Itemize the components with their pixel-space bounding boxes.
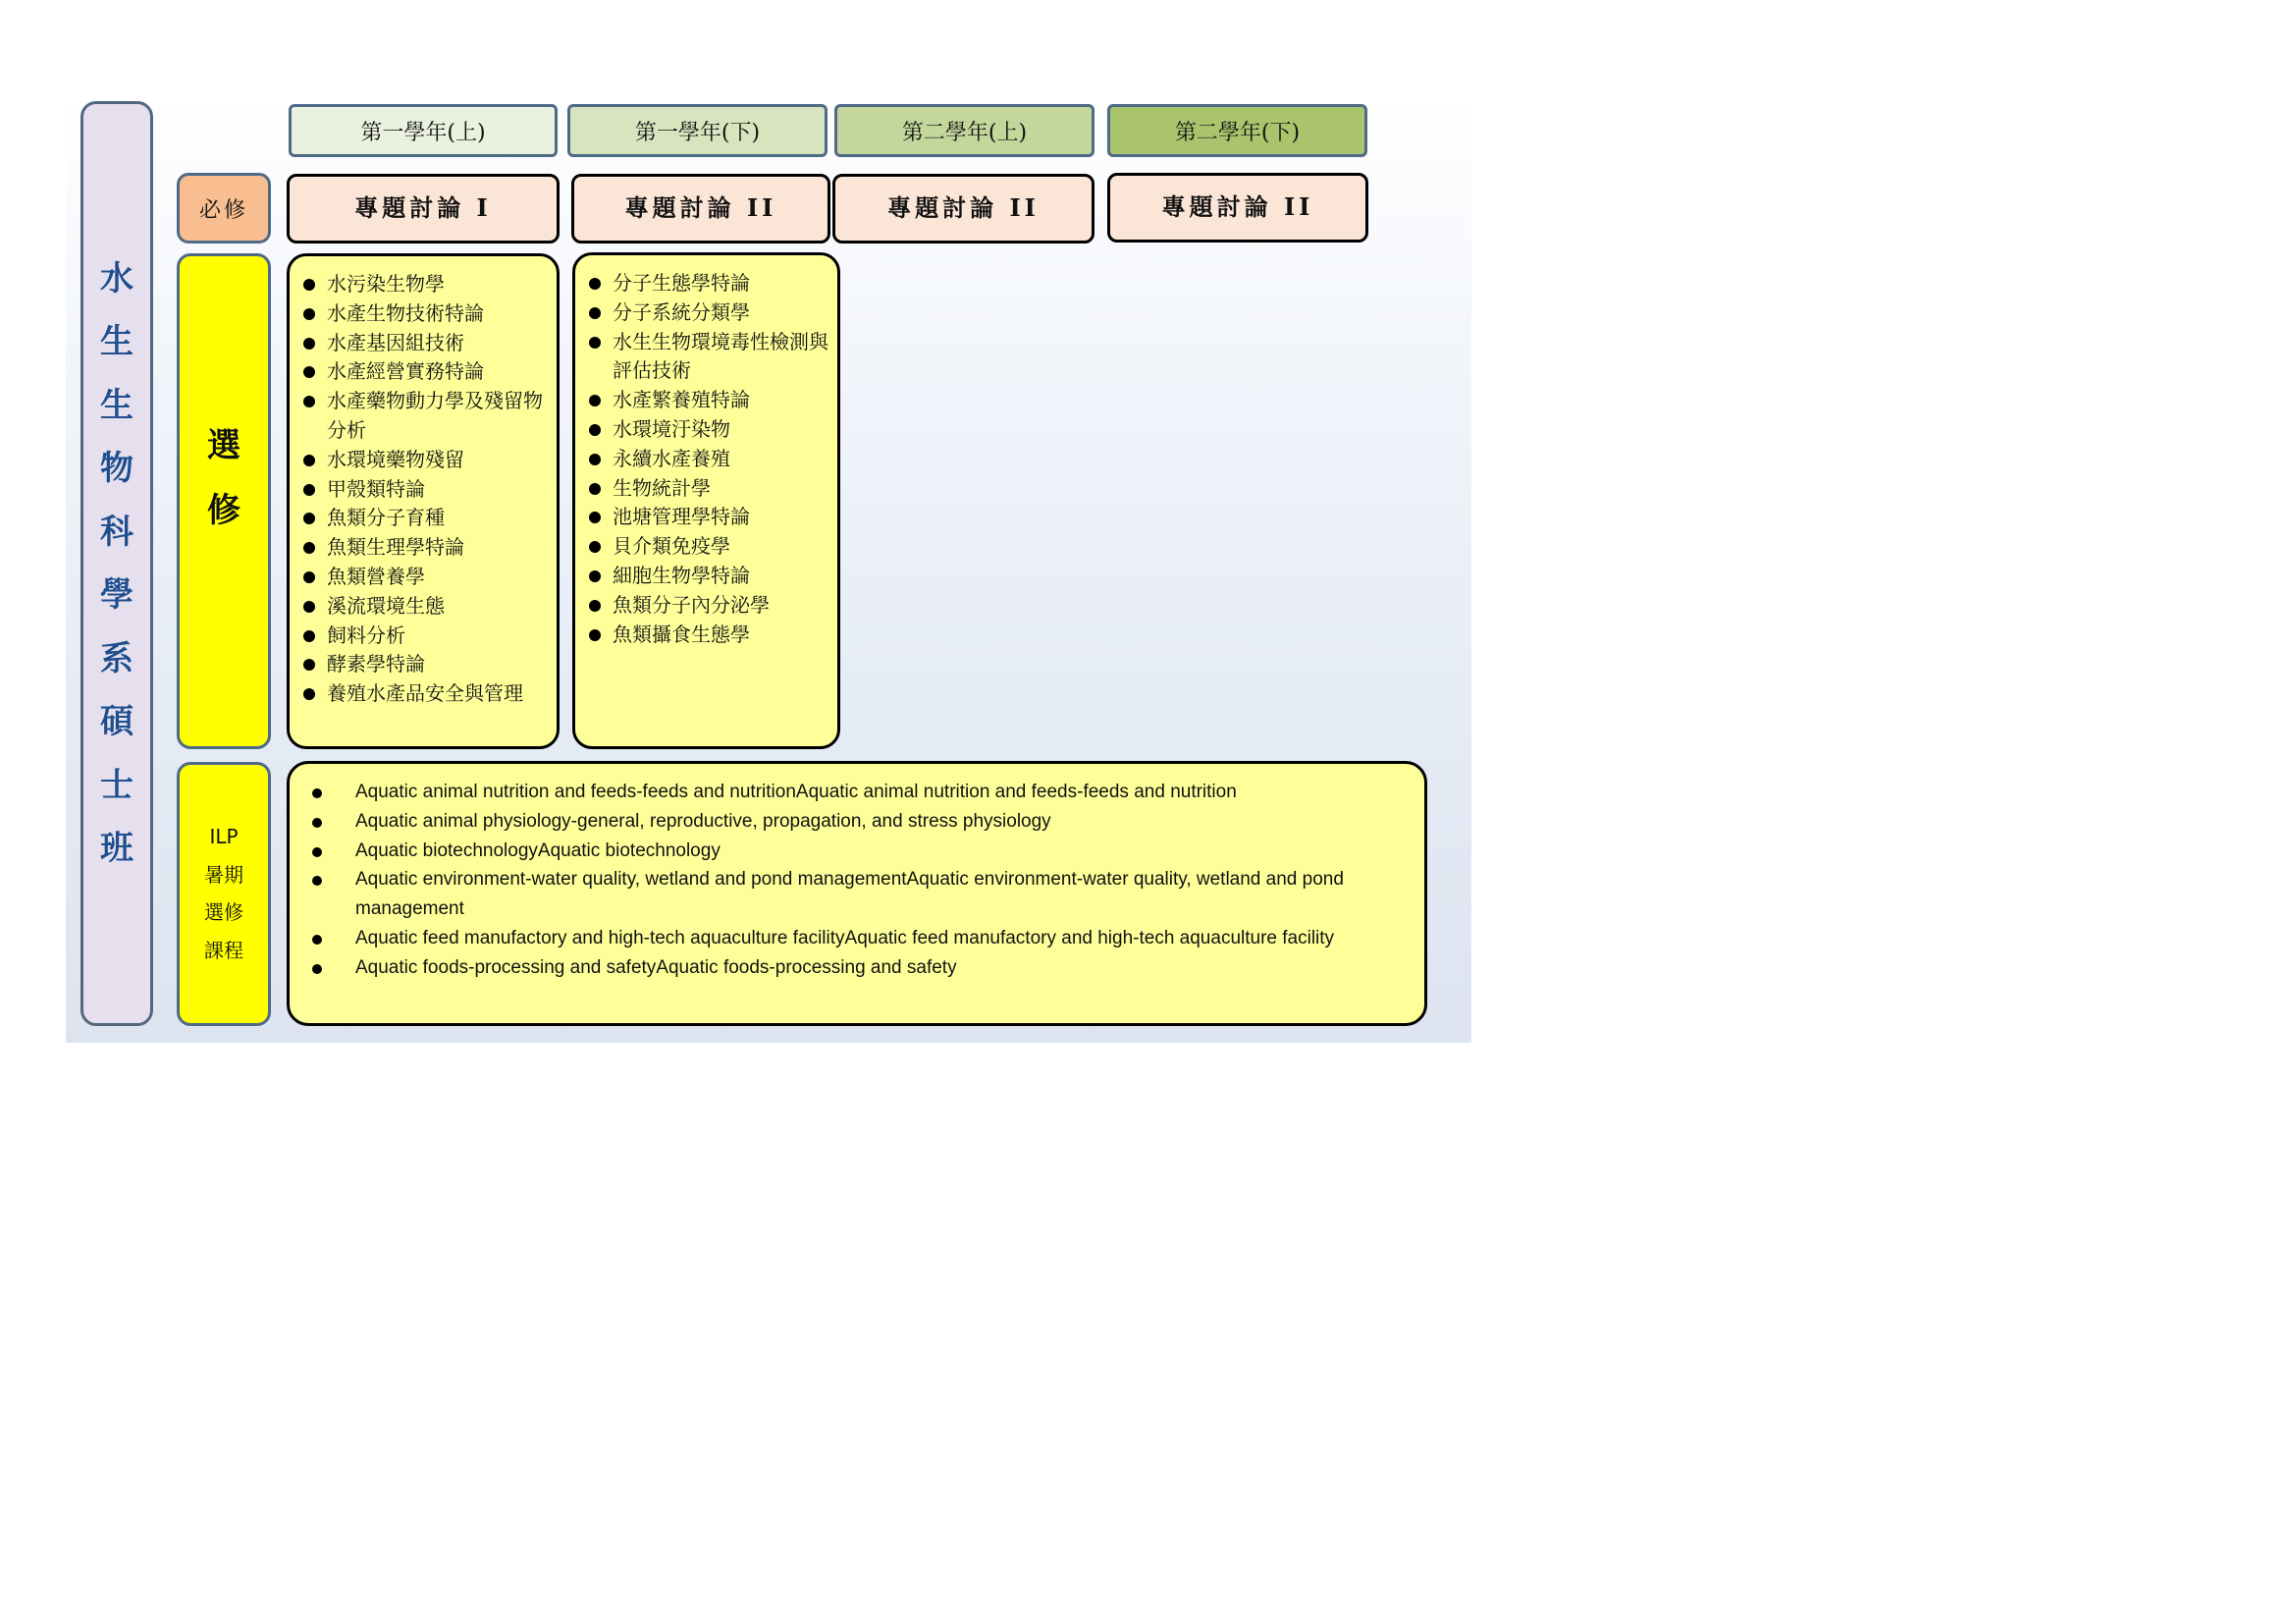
elective-list-year1-fall xyxy=(287,253,560,749)
department-title xyxy=(80,101,153,1026)
list-item: 池塘管理學特論 xyxy=(583,503,829,532)
bullet-icon xyxy=(589,600,601,612)
list-item: Aquatic animal physiology-general, reproductive, propagation, and stress physiology xyxy=(309,807,1395,837)
bullet-icon xyxy=(303,513,315,524)
ilp-label-line: 課程 xyxy=(204,938,243,962)
list-item: 分子系統分類學 xyxy=(583,298,829,328)
semester-header-year2-fall: 第二學年(上) xyxy=(834,104,1095,157)
bullet-icon xyxy=(303,338,315,350)
list-item: 細胞生物學特論 xyxy=(583,562,829,591)
list-item: 水產生物技術特論 xyxy=(297,299,549,329)
department-title-char: 學 xyxy=(100,575,133,615)
bullet-icon xyxy=(303,688,315,700)
bullet-icon xyxy=(303,542,315,554)
department-title-char: 班 xyxy=(100,829,133,868)
required-course-year2-spring: 專題討論 II xyxy=(1107,173,1368,243)
list-item: Aquatic feed manufactory and high-tech aquaculture facilityAquatic feed manufactory and high-tech aquaculture facility xyxy=(309,924,1395,953)
list-item: 酵素學特論 xyxy=(297,650,549,679)
bullet-icon xyxy=(303,630,315,642)
department-title-char: 生 xyxy=(100,385,133,425)
bullet-icon xyxy=(312,876,322,886)
list-item: 魚類營養學 xyxy=(297,563,549,592)
bullet-icon xyxy=(589,541,601,553)
bullet-icon xyxy=(303,601,315,613)
list-item: 魚類攝食生態學 xyxy=(583,621,829,650)
bullet-icon xyxy=(303,659,315,671)
department-title-char: 物 xyxy=(100,449,133,488)
bullet-icon xyxy=(589,395,601,406)
list-item: Aquatic foods-processing and safetyAquatic foods-processing and safety xyxy=(309,953,1395,983)
elective-label-char: 選 xyxy=(207,426,240,465)
bullet-icon xyxy=(303,308,315,320)
bullet-icon xyxy=(312,847,322,857)
list-item: 生物統計學 xyxy=(583,474,829,504)
department-title-char: 科 xyxy=(100,512,133,552)
required-label: 必修 xyxy=(177,173,271,244)
elective-label-char: 修 xyxy=(207,491,240,530)
required-course-year1-fall: 專題討論 I xyxy=(287,174,560,244)
bullet-icon xyxy=(589,307,601,319)
list-item: Aquatic biotechnologyAquatic biotechnology xyxy=(309,837,1395,866)
list-item: 貝介類免疫學 xyxy=(583,532,829,562)
bullet-icon xyxy=(312,818,322,828)
list-item: 魚類分子內分泌學 xyxy=(583,591,829,621)
bullet-icon xyxy=(303,484,315,496)
list-item: 飼料分析 xyxy=(297,622,549,651)
semester-header-year1-spring: 第一學年(下) xyxy=(567,104,828,157)
department-title-char: 水 xyxy=(100,258,133,298)
ilp-course-list xyxy=(287,761,1427,1026)
list-item: Aquatic animal nutrition and feeds-feeds and nutritionAquatic animal nutrition and feeds-feeds and nutrition xyxy=(309,778,1395,807)
ilp-label-line: 選修 xyxy=(204,900,243,924)
bullet-icon xyxy=(303,396,315,407)
bullet-icon xyxy=(589,278,601,290)
ilp-label-line: 暑期 xyxy=(204,862,243,887)
bullet-icon xyxy=(589,570,601,582)
bullet-icon xyxy=(589,454,601,465)
elective-list-year1-spring xyxy=(572,252,840,749)
department-title-char: 士 xyxy=(100,765,133,805)
list-item: 水環境汙染物 xyxy=(583,415,829,445)
bullet-icon xyxy=(589,512,601,523)
bullet-icon xyxy=(589,629,601,641)
bullet-icon xyxy=(303,279,315,291)
required-course-year2-fall: 專題討論 II xyxy=(832,174,1095,244)
list-item: 水產繁養殖特論 xyxy=(583,386,829,415)
bullet-icon xyxy=(312,935,322,945)
list-item: 水產藥物動力學及殘留物分析 xyxy=(297,387,549,446)
semester-header-year2-spring: 第二學年(下) xyxy=(1107,104,1367,157)
list-item: 水污染生物學 xyxy=(297,270,549,299)
bullet-icon xyxy=(312,788,322,798)
list-item: 甲殼類特論 xyxy=(297,475,549,505)
ilp-label xyxy=(177,762,271,1026)
bullet-icon xyxy=(303,366,315,378)
list-item: 水生生物環境毒性檢測與評估技術 xyxy=(583,328,829,387)
list-item: 溪流環境生態 xyxy=(297,592,549,622)
list-item: 永續水產養殖 xyxy=(583,445,829,474)
department-title-char: 系 xyxy=(100,638,133,678)
list-item: 水環境藥物殘留 xyxy=(297,446,549,475)
elective-label xyxy=(177,253,271,749)
list-item: 養殖水產品安全與管理 xyxy=(297,679,549,709)
bullet-icon xyxy=(312,964,322,974)
list-item: 分子生態學特論 xyxy=(583,269,829,298)
ilp-label-line: ILP xyxy=(209,825,239,848)
list-item: 水產經營實務特論 xyxy=(297,357,549,387)
department-title-char: 生 xyxy=(100,322,133,361)
department-title-char: 碩 xyxy=(100,702,133,741)
list-item: 魚類生理學特論 xyxy=(297,533,549,563)
semester-header-year1-fall: 第一學年(上) xyxy=(289,104,558,157)
bullet-icon xyxy=(303,571,315,583)
list-item: Aquatic environment-water quality, wetland and pond managementAquatic environment-water quality, wetland and pond management xyxy=(309,865,1395,924)
bullet-icon xyxy=(589,424,601,436)
bullet-icon xyxy=(303,455,315,466)
bullet-icon xyxy=(589,483,601,495)
list-item: 水產基因組技術 xyxy=(297,329,549,358)
list-item: 魚類分子育種 xyxy=(297,504,549,533)
required-course-year1-spring: 專題討論 II xyxy=(571,174,830,244)
bullet-icon xyxy=(589,337,601,349)
